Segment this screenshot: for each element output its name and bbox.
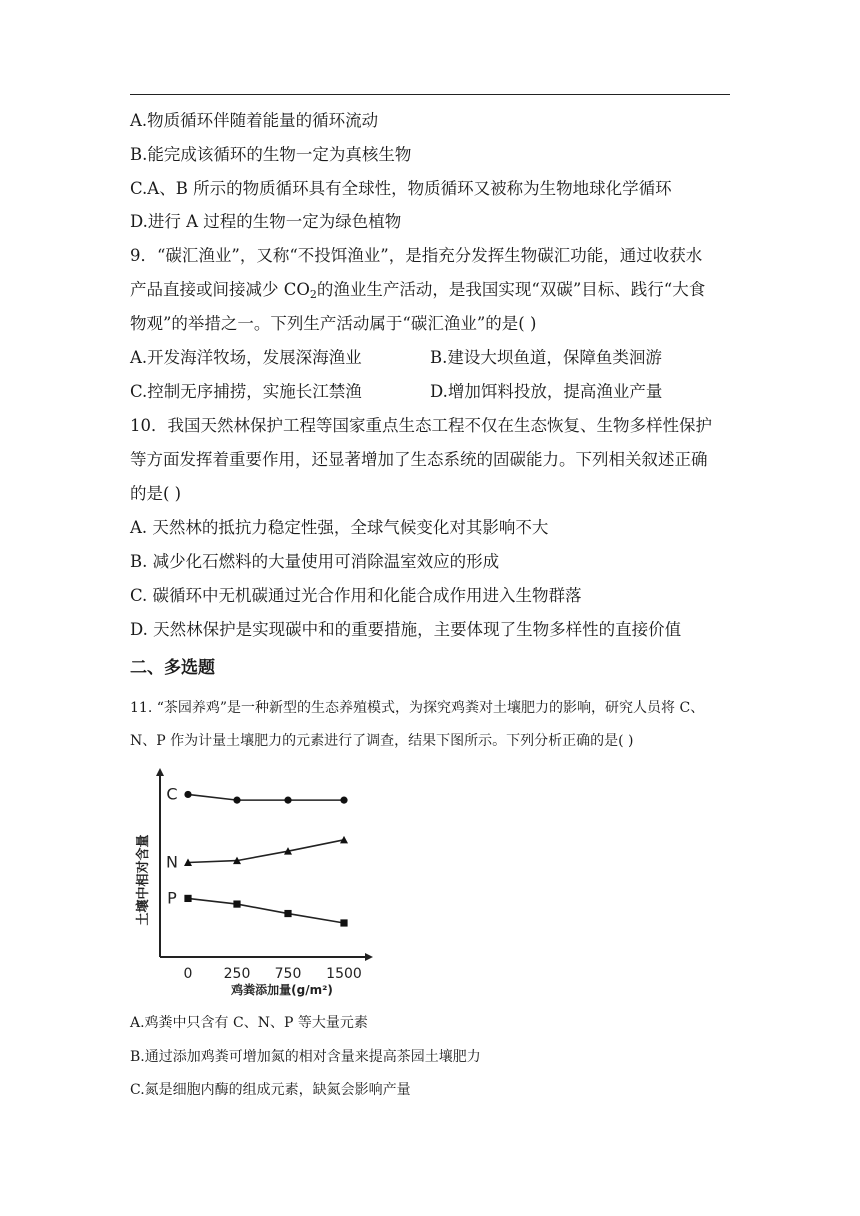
data-point xyxy=(233,900,240,907)
q8-option-b: B.能完成该循环的生物一定为真核生物 xyxy=(130,145,412,164)
y-axis-arrow xyxy=(156,768,164,776)
data-point xyxy=(184,791,191,798)
section-title-multiple-choice: 二、多选题 xyxy=(130,658,215,678)
data-point xyxy=(340,797,347,804)
q9-stem-line2 xyxy=(130,279,705,301)
q9-co2-subscript: 2 xyxy=(309,288,317,301)
q10-option-a: A. 天然林的抵抗力稳定性强，全球气候变化对其影响不大 xyxy=(130,518,549,537)
q11-stem-line1: 11. “茶园养鸡”是一种新型的生态养殖模式，为探究鸡粪对土壤肥力的影响，研究人员将 C、 xyxy=(130,700,705,716)
q9-options-row2 xyxy=(130,381,663,403)
q11-option-c: C.氮是细胞内酶的组成元素，缺氮会影响产量 xyxy=(130,1082,411,1098)
series-line-N xyxy=(188,840,344,863)
q10-stem-line3: 的是( ) xyxy=(130,484,182,503)
x-tick-label: 750 xyxy=(274,966,302,982)
q9-option-b: B.建设大坝鱼道，保障鱼类洄游 xyxy=(430,348,662,367)
q11-stem-line2: N、P 作为计量土壤肥力的元素进行了调查，结果下图所示。下列分析正确的是( ) xyxy=(130,733,634,749)
header-rule xyxy=(130,94,730,95)
q10-stem-line1: 10．我国天然林保护工程等国家重点生态工程不仅在生态恢复、生物多样性保护 xyxy=(130,416,712,435)
chart-x-axis-label: 鸡粪添加量(g/m²) xyxy=(231,983,333,997)
x-tick-label: 0 xyxy=(183,966,193,982)
q8-option-c: C.A、B 所示的物质循环具有全球性，物质循环又被称为生物地球化学循环 xyxy=(130,179,672,198)
data-point xyxy=(284,910,291,917)
q9-stem-line1: 9．“碳汇渔业”，又称“不投饵渔业”，是指充分发挥生物碳汇功能，通过收获水 xyxy=(130,246,703,265)
series-label-N: N xyxy=(166,852,178,872)
x-axis-arrow xyxy=(365,953,373,961)
q11-option-b: B.通过添加鸡粪可增加氮的相对含量来提高茶园土壤肥力 xyxy=(130,1049,481,1065)
q10-option-d: D. 天然林保护是实现碳中和的重要措施，主要体现了生物多样性的直接价值 xyxy=(130,620,682,639)
q9-stem-line2-post: 的渔业生产活动，是我国实现“双碳”目标、践行“大食 xyxy=(316,280,706,299)
data-point xyxy=(340,919,347,926)
q8-option-a: A.物质循环伴随着能量的循环流动 xyxy=(130,111,379,130)
q10-option-c: C. 碳循环中无机碳通过光合作用和化能合成作用进入生物群落 xyxy=(130,586,582,605)
q11-option-a: A.鸡粪中只含有 C、N、P 等大量元素 xyxy=(130,1015,368,1031)
q8-option-d: D.进行 A 过程的生物一定为绿色植物 xyxy=(130,212,402,231)
q9-stem-line2-pre: 产品直接或间接减少 CO xyxy=(130,280,310,299)
q10-stem-line2: 等方面发挥着重要作用，还显著增加了生态系统的固碳能力。下列相关叙述正确 xyxy=(130,450,708,469)
q9-options-row1 xyxy=(130,347,662,369)
q9-option-d: D.增加饵料投放，提高渔业产量 xyxy=(430,382,663,401)
data-point xyxy=(233,797,240,804)
data-point xyxy=(340,836,348,844)
series-label-C: C xyxy=(166,784,178,804)
series-line-C xyxy=(188,794,344,800)
series-line-P xyxy=(188,898,344,923)
q9-option-c: C.控制无序捕捞，实施长江禁渔 xyxy=(130,382,362,401)
data-point xyxy=(184,895,191,902)
x-tick-label: 250 xyxy=(223,966,251,982)
x-tick-label: 1500 xyxy=(326,966,362,982)
q10-option-b: B. 减少化石燃料的大量使用可消除温室效应的形成 xyxy=(130,552,500,571)
data-point xyxy=(284,797,291,804)
soil-content-chart xyxy=(130,760,390,1004)
q9-option-a: A.开发海洋牧场，发展深海渔业 xyxy=(130,348,362,367)
q9-stem-line3: 物观”的举措之一。下列生产活动属于“碳汇渔业”的是( ) xyxy=(130,314,537,333)
chart-y-axis-label: 土壤中相对含量 xyxy=(136,834,151,926)
series-label-P: P xyxy=(167,888,177,908)
